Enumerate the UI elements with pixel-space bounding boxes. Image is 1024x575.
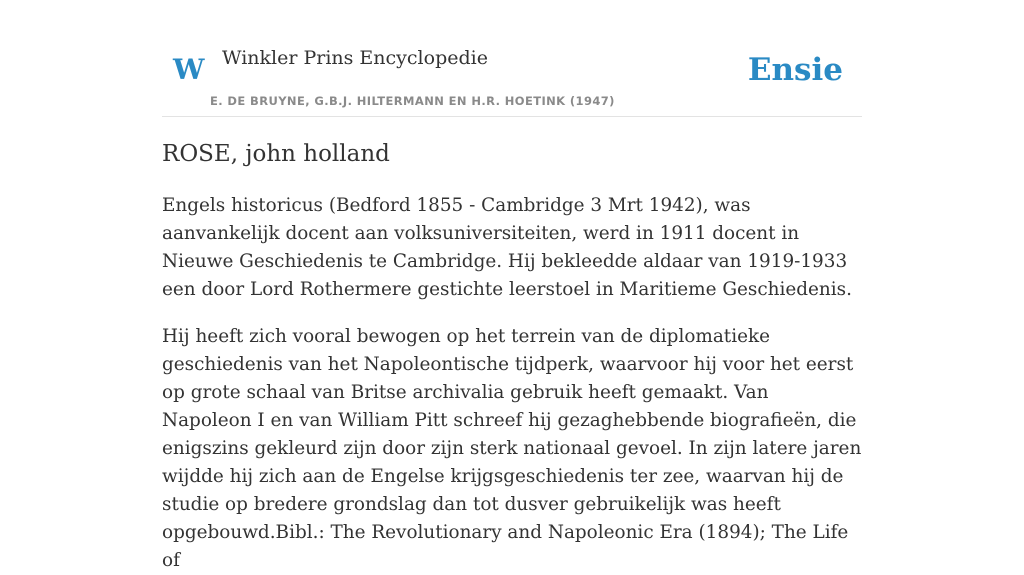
book-authors: E. DE BRUYNE, G.B.J. HILTERMANN EN H.R. HOETINK (1947) (210, 94, 615, 108)
encyclopedia-logo[interactable]: W (173, 53, 205, 86)
page-container (162, 0, 862, 571)
ensie-brand-logo[interactable]: Ensie (747, 52, 843, 88)
entry-paragraph: Hij heeft zich vooral bewogen op het terrein van de diplomatieke geschiedenis van het Napoleontische tijdperk, waarvoor hij voor het eerst op grote schaal van Britse archivalia gebruik heeft gemaakt. Van Napoleon I en van William Pitt schreef hij gezaghebbende biografieën, die enigszins gekleurd zijn door zijn sterk nationaal gevoel. In zijn latere jaren wijdde hij zich aan de Engelse krijgsgeschiedenis ter zee, waarvan hij de studie op bredere grondslag dan tot dusver gebruikelijk was heeft opgebouwd.Bibl.: The Revolutionary and Napoleonic Era (1894); The Life of (162, 326, 862, 571)
site-header (162, 0, 862, 117)
entry-title: ROSE, john holland (162, 141, 390, 167)
entry-paragraph: Engels historicus (Bedford 1855 - Cambridge 3 Mrt 1942), was aanvankelijk docent aan volksuniversiteiten, werd in 1911 docent in Nieuwe Geschiedenis te Cambridge. Hij bekleedde aldaar van 1919-1933 een door Lord Rothermere gestichte leerstoel in Maritieme Geschiedenis. (162, 195, 852, 300)
book-title[interactable]: Winkler Prins Encyclopedie (222, 47, 488, 69)
